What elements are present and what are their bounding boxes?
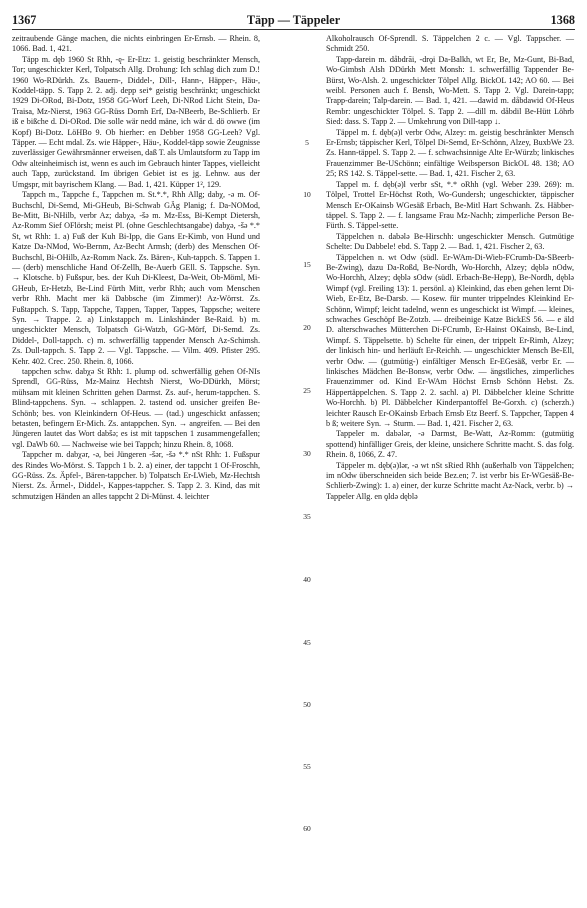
- line-number: 40: [303, 575, 311, 584]
- line-number: 25: [303, 386, 311, 395]
- line-number: 10: [303, 190, 311, 199]
- right-column: [326, 34, 574, 502]
- entry-continuation: Alkoholrausch Of-Sprendl. S. Täppelchen 2 c. — Vgl. Tappscher. — Schmidt 250.: [326, 34, 574, 54]
- line-number: 60: [303, 824, 311, 833]
- entry-tappcher: Tappcher m. dabχǝr, -ǝ, bei Jüngeren -šǝr, -šǝ *.* nSt Rhh: 1. Fußspur des Rindes Wo-Mörst. S. Tappch 1 b. 2. a) einer, der tappcht 1 Of-Froschh, GG-Rüss. Zs. Äpfel-, Bären-tappcher. b) Tolpatsch Er-LWieb, Mz-Hechtsh Nierst. Zs. Ärmel-, Diddel-, Kappes-tappcher. S. Tapp 2. 3. Kind, das mit schmutzigen Händen an alles tappcht 2 Di-Münst. 4. leichter: [12, 450, 260, 501]
- entry-tapp-darein: Tapp-darein m. dåbdrāi, -drǫi Da-Balkh, wt Er, Be, Mz-Gunt, Bi-Bad, Wo-Gimbsh Alsh DDürkh Mett Monsh: 1. schwerfällig Tappender Be-Bürst, Wo-Alsh. 2. ungeschickter Tölpel Allg. BickOL 142; AO 60. — Bei weibl. Personen auch f. Bensh, Wo-Mett. S. Tapp 2. Vgl. Darein-tapp; Trapp-darein; Talp-darein. — Bad. 1, 421. —dawid m. dåbdawid Of-Heus Rembr: ungeschickter Tölpel. S. Tapp 2. —dill m. dåbdil Be-Hütt Löhrb Sied: dass. S. Tapp 2. — Umkehrung von Dill-tapp ↓.: [326, 54, 574, 127]
- entry-taeppeler: Täppeler m. dęb(ǝ)lǝr, -ǝ wt nSt sRied Rhh (außerhalb von Täppelchen; im nOdw überschneiden sich beide Bez.en; 7. ist verbr bis Er-WGesäß-Be-Schlierb-Zwing): 1. a) einer, der kurze Schritte macht Az-Nack, verbr. b) → Tappeler Allg. en ǫldǝ dęblǝ: [326, 460, 574, 501]
- page-number-right: 1368: [550, 13, 575, 27]
- entry-tappchen: tappchen schw. dabχǝ St Rhh: 1. plump od. schwerfällig gehen Of-NIs Sprendl, GG-Rüss, Mz-Mainz Hechtsh Nierst, Wo-DDürkh, Mörst; mühsam mit kleinen Schritten gehen Darmst. Zs. auf-, herum-tappchen. S. Blind-tappchens. Syn. → schlappen. 2. tastend od. unsicher greifen Be-Schönb; bes. von Kleinkindern Of-Heus. — (tad.) ungeschickt anfassen; betasten, befingern Er-Mich. Zs. antappchen. Syn. → angreifen. — Bei den Jüngeren lautet das Wort dabšǝ; es ist mit tappschen 1 zusammengefallen; vgl. DaWb 60. — Nachweise wie bei Tappch; hinzu Rhein. 8, 1068.: [12, 367, 260, 449]
- line-number: 30: [303, 449, 311, 458]
- entry-taeppel: Täppel m. f. dęb(ǝ)l verbr Odw, Alzey: m. geistig beschränkter Mensch Er-Ernsb; täppischer Kerl, Tölpel Di-Semd, Er-Schönn, Alzey, BuxbWe 23. Zs. Hann-täppel. S. Tapp 2. — f. schwachsinnige Alte Er-Würzb; linkisches Frauenzimmer Be-USchönn; einfältige Weibsperson BickOL 48. 138; AO 25; RS 142. S. Täppel-sette. — Bad. 1, 421. Fischer 2, 63.: [326, 127, 574, 179]
- header-rule: [12, 29, 575, 30]
- entry-taepp: Täpp m. dęb 1960 St Rhh, -ę- Er-Etz: 1. geistig beschränkter Mensch, Tor; ungeschickter Kerl, Tolpatsch Allg. Drohung: Ich schlag dich zum D.! 1960 Wo-RDürkh. Zs. Bauern-, Diddel-, Dill-, Hann-, Häpper-, Häu-, Koddel-täpp. S. Tapp 2. 2. adj. depp sei* geistig beschränkt; ungeschickt 1929 Di-ORod, Bi-Dotz, 1958 GG-Worf Leeh, Di-NRod Licht Stein, Da-Traisa, Mz-Nierst, 1963 GG-Rüss Dornh Erf, Da-NBeerb, Be-Schlierb. Er iß e bißche d. Di-ORod. Die solle wär nedd mäne, ich wär d. dö owwe (im Kopf) Bi-Dotz. LöHBo 9. Ob hierher: en Debber 1958 GG-Leeh? Vgl. Täpper. — Echt mdal. Zs. wie Häpper-, Häu-, Koddel-täpp sowie Zeugnisse zuverlässiger Gewährsmänner erweisen, daß T. als Umlautsform zu Tapp im Odw alteinheimisch ist, wenn es auch im Gebrauch hinter Tappes, vielleicht auch Tapp, zurückstand. Im übrigen Gebiet ist es jg. Lehnw. aus der Umgspr, mit bayrischem Klang. — Bad. 1, 421. Küpper 1², 129.: [12, 54, 260, 189]
- line-number: 55: [303, 762, 311, 771]
- left-column: [12, 34, 260, 502]
- line-number: 50: [303, 700, 311, 709]
- line-number: 20: [303, 323, 311, 332]
- entry-tappch: Tappch m., Tappche f., Tappchen m. St.*.*, Rhh Allg; dabχ, -ǝ m. Of-Buchschl, Di-Semd, Mi-GHeub, Bi-Schwab GÄg Planig; f. Da-NOMod, Be-Mitt, Bi-NHilb, verbr Az; dabχǝ, -šǝ m. Mz-Ess, Bi-Kempt Dietersh, Az-Romm Sief OFlörsh; meist Pl. (ohne Geschlechtsangabe) dabχǝ, -šǝ *.* St, wt Rhh: 1. a) Fuß der Kuh Bi-Ipp, die Gans Er-Kimb, von Hund und Katze Da-NMod, Wo-Bernm, Az-Becht Armsh; (derb) des Menschen Of-Buchschl, Bi-OHilb, Az-Romm Nack. Zs. Bären-, Kuh-tappch. S. Tappen 1. — (derb) menschliche Hand Of-Zellh, Be-Auerb GEll. S. Tappsche. Syn. → Klotsche. b) Fußspur, bes. der Kuh Di-Kleest, Da-Weit, Ob-Möml, Mi-GHeub, Er-Hetzb, Be-Lind Fürth Mitt, verbr Rhh; auch vom Menschen verbr Rhh. Macht mer kä Dabbsche (im Zimmer)! Az-Wörrst. Zs. Fußtappch. S. Tapp, Tappche, Tappen, Tapper, Tappes, Tappsche; weitere Syn. → Trappe. 2. a) Linkstappch m. Linkshänder Be-Raid. b) m. ungeschickter Mensch, Tolpatsch Gi-Watzb, GG-Mörf, Di-Semd. Zs. Diddel-, Doll-tappch. c) m. schwerfällig tappender Mensch Az-Schimsh. Zs. Dull-tappch. S. Tapp 2. — Vgl. Tappsche. — Vilm. 409. Pfister 295. Kehr. 402. Crec. 250. Rhein. 8, 1066.: [12, 190, 260, 366]
- page-number-left: 1367: [12, 13, 37, 27]
- entry-tappeler: Tappeler m. dabǝlǝr, -ǝ Darmst, Be-Watt, Az-Romm: (gutmütig spottend) hinfälliger Greis, der kleine, unsichere Schritte macht. S. das folg. Rhein. 8, 1066, Z. 47.: [326, 429, 574, 460]
- entry-continuation: zeitraubende Gänge machen, die nichts einbringen Er-Ernsb. — Rhein. 8, 1066. Bad. 1, 421.: [12, 34, 260, 54]
- line-number: 15: [303, 260, 311, 269]
- line-number: 45: [303, 638, 311, 647]
- entry-taeppelchen-2: Täppelchen n. wt Odw (südl. Er-WAm-Di-Wieb-FCrumb-Da-SBeerb-Be-Zwing), dazu Da-Roßd, Be-Nordh, Wo-Horchh, Alzey; dęblǝ nOdw, Wo-Horchh, Alzey; dęblǝ sOdw (südl. Erbach-Be-Hepp), Be-Nordh, dęblǝ Wimpf (vgl. Freiling 13): 1. persönl. a) Kleinkind, das eben gehen lernt Di-Wieb, Er-Etz, Be-Darsb. — Kosew. für munter trippelndes Kleinkind Er-Schönn, Wimpf; leicht tadelnd, wenn es ungeschickt ist Wimpf. — kleines, schwaches Geschöpf Be-Zotzb. — dreibeinige Katze BickES 56. — e äld D. alterschwaches Mütterchen Di-FCrumb, Er-Hainst OKainsb, Be-Lind, Wimpf. S. Täppelsette. b) Schelte für einen, der trippelt Er-Rimh, Alzey; der linkisch hin- und herläuft Er-Reichh. — ungeschickter Mensch Be-Ell, verbr Odw. — (gutmütig-) einfältiger Mensch Er-EGesäß, verbr Er. — linkisches Mädchen Be-Bonsw, verbr Odw. — ängstliches, zimperliches Frauenzimmer od. Kind Er-WAm Höchst Ernsb Schönn Hebst. Zs. Häppertäppelchen. S. Tapp 2. 2. sachl. a) Pl. Däbbelcher kleine Schritte Wo-Horchh. b) Pl. Däbbelcher Kinderpantoffel Be-Gorxh. c) (scherzh.) leichter Rausch Er-OKainsb Erbach Ernsb Etz Beerf. S. Tappcher, Tappen 4 b ß; weitere Syn. → Sturm. — Bad. 1, 421. Fischer 2, 63.: [326, 252, 574, 429]
- line-number: 5: [305, 138, 309, 147]
- running-title: Täpp — Täppeler: [246, 13, 341, 27]
- entry-tappel: Tappel m. f. dęb(ǝ)l verbr sSt, *.* oRhh (vgl. Weber 239. 269): m. Tölpel, Trottel Er-Höchst Roth, Wo-Gundersh; ungeschickter, täppischer Mensch Er-OKainsb WGesäß Erbach, Be-Mitl Hart Schwanh. Zs. Häbber-täppel. S. Tapp 2. — f. langsame Frau Mz-Nachh; zimperliche Person Be-Fürth. S. Täppel-sette.: [326, 179, 574, 231]
- entry-taeppelchen-1: Täppelchen n. dabǝlǝ Be-Hirschh: ungeschickter Mensch. Gutmütige Schelte: Du Dabbele! ebd. S. Tapp 2. — Bad. 1, 421. Fischer 2, 63.: [326, 231, 574, 252]
- line-number: 35: [303, 512, 311, 521]
